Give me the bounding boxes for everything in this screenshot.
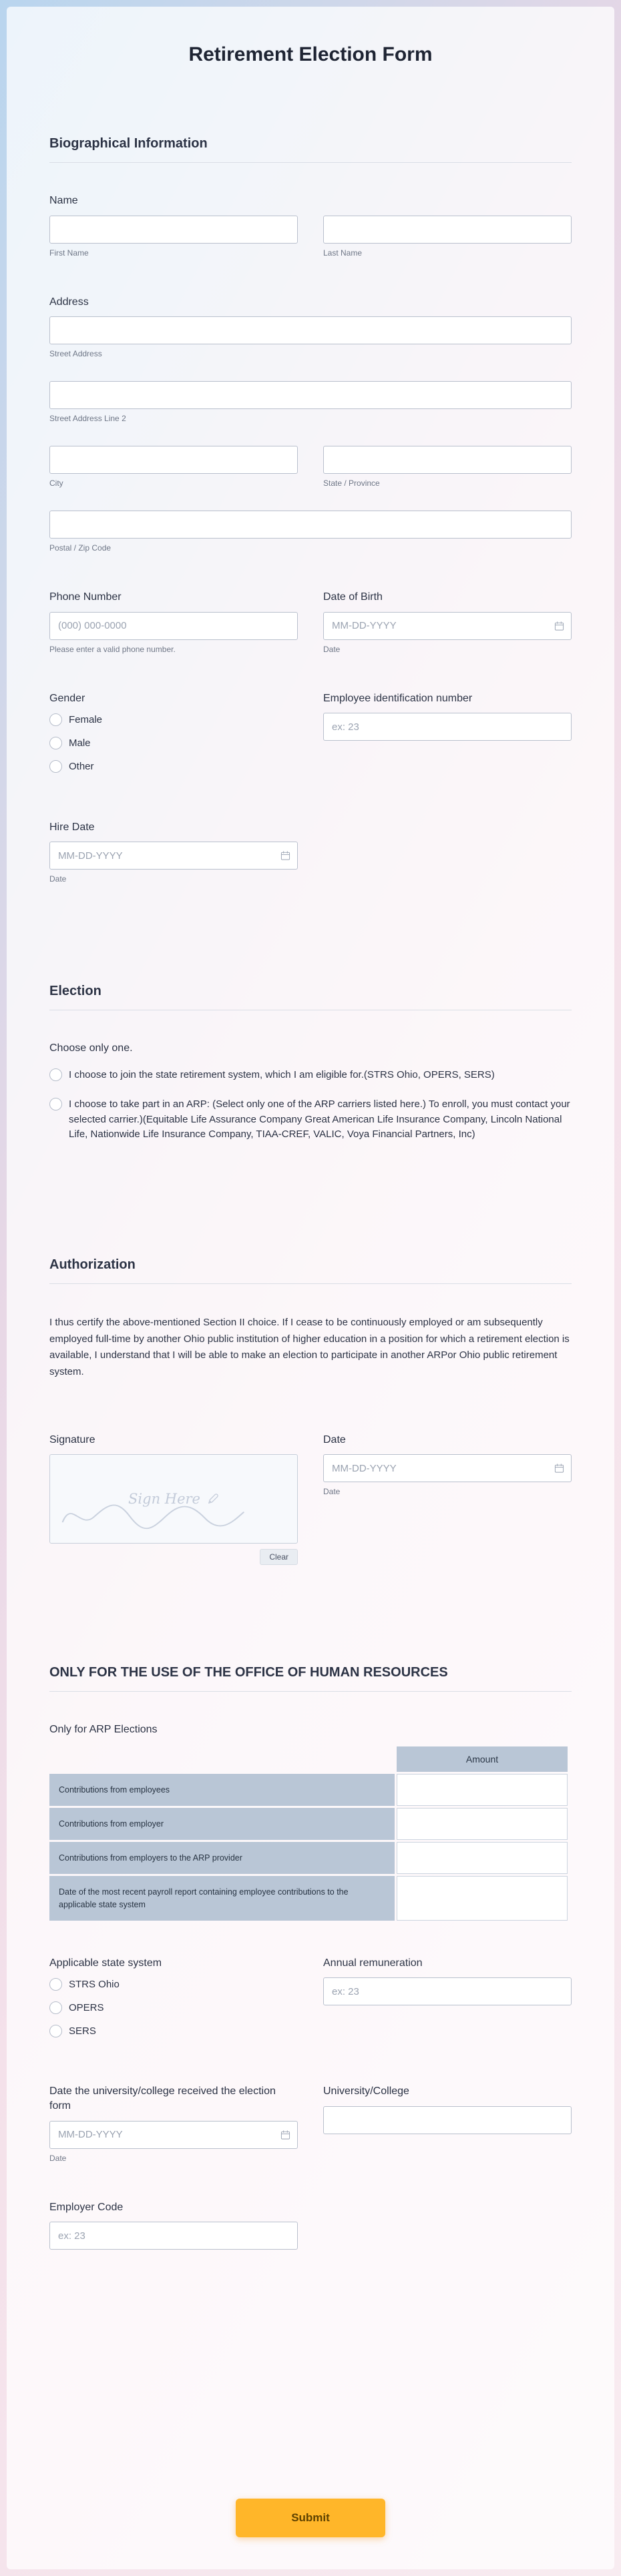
radio-icon: [49, 1978, 62, 1991]
section-heading-election: Election: [49, 984, 572, 1010]
postal-sublabel: Postal / Zip Code: [49, 543, 112, 553]
dob-sublabel: Date: [323, 644, 341, 654]
pen-icon: [206, 1493, 219, 1506]
city-input[interactable]: [49, 446, 298, 474]
hire-date-label: Hire Date: [49, 821, 95, 833]
state-system-label: Applicable state system: [49, 1957, 162, 1969]
amount-input[interactable]: [397, 1885, 567, 1912]
sign-here-hint: Sign Here: [128, 1491, 219, 1507]
employer-code-input[interactable]: [49, 2222, 298, 2250]
amount-cell[interactable]: [397, 1774, 568, 1806]
calendar-icon[interactable]: [280, 2130, 290, 2140]
row-phone-dob: [49, 590, 572, 654]
submit-button[interactable]: Submit: [236, 2499, 385, 2537]
radio-icon: [49, 760, 62, 773]
table-row-label: Contributions from employers to the ARP provider: [49, 1842, 395, 1874]
form-title: Retirement Election Form: [188, 43, 433, 65]
calendar-icon[interactable]: [280, 851, 290, 861]
election-label: Choose only one.: [49, 1042, 133, 1054]
field-hire-date: [49, 820, 298, 884]
name-label: Name: [49, 195, 78, 206]
field-address: [49, 295, 572, 553]
first-name-input[interactable]: [49, 216, 298, 244]
table-row: [49, 1876, 568, 1920]
election-option-state-system[interactable]: I choose to join the state retirement system, which I am eligible for.(STRS Ohio, OPERS, SERS): [49, 1068, 572, 1083]
hire-date-input[interactable]: [49, 842, 298, 870]
field-name: [49, 194, 572, 258]
calendar-icon[interactable]: [554, 621, 564, 631]
last-name-input[interactable]: [323, 216, 572, 244]
street-address-input[interactable]: [49, 316, 572, 344]
received-date-label: Date the university/college received the election form: [49, 2085, 276, 2112]
table-row: [49, 1842, 568, 1874]
phone-sublabel: Please enter a valid phone number.: [49, 644, 176, 654]
state-sublabel: State / Province: [323, 478, 380, 489]
street-address2-sublabel: Street Address Line 2: [49, 414, 126, 424]
row-gender-empid: [49, 691, 572, 783]
state-system-option-sers[interactable]: SERS: [49, 2024, 298, 2039]
signature-pad[interactable]: [49, 1454, 298, 1544]
section-authorization: [49, 1257, 572, 1566]
phone-input[interactable]: [49, 612, 298, 640]
received-date-input[interactable]: [49, 2121, 298, 2149]
calendar-icon[interactable]: [554, 1464, 564, 1474]
table-row-label: Date of the most recent payroll report containing employee contributions to the applicable state system: [49, 1876, 395, 1920]
row-statesystem-remuneration: [49, 1956, 572, 2047]
authorization-statement: I thus certify the above-mentioned Section II choice. If I cease to be continuously employed or am subsequently employed full-time by another Ohio public institution of higher education in a position for which a retirement election is available, I understand that I will be able to make an election to participate in another ARPor Ohio public retirement system.: [49, 1316, 570, 1378]
amount-input[interactable]: [397, 1845, 567, 1871]
gender-label: Gender: [49, 692, 85, 704]
arp-amount-table: [47, 1744, 570, 1923]
table-row: [49, 1808, 568, 1840]
state-system-option-strs[interactable]: STRS Ohio: [49, 1977, 298, 1992]
hire-date-sublabel: Date: [49, 874, 67, 884]
phone-label: Phone Number: [49, 591, 122, 603]
employer-code-label: Employer Code: [49, 2201, 124, 2213]
annual-remuneration-input[interactable]: [323, 1977, 572, 2005]
amount-cell[interactable]: [397, 1808, 568, 1840]
amount-cell[interactable]: [397, 1842, 568, 1874]
university-input[interactable]: [323, 2106, 572, 2134]
gender-option-other[interactable]: Other: [49, 759, 298, 774]
amount-input[interactable]: [397, 1811, 567, 1837]
signature-label: Signature: [49, 1433, 95, 1445]
section-heading-authorization: Authorization: [49, 1257, 572, 1284]
table-row: [49, 1774, 568, 1806]
radio-icon: [49, 737, 62, 749]
postal-input[interactable]: [49, 511, 572, 539]
radio-icon: [49, 1098, 62, 1110]
state-input[interactable]: [323, 446, 572, 474]
arp-elections-label: Only for ARP Elections: [49, 1724, 158, 1736]
signature-clear-button[interactable]: Clear: [260, 1549, 298, 1565]
auth-date-sublabel: Date: [323, 1487, 341, 1497]
section-biographical: [49, 136, 572, 884]
row-receiveddate-university: [49, 2084, 572, 2162]
section-election: [49, 984, 572, 1157]
radio-icon: [49, 713, 62, 726]
address-label: Address: [49, 296, 89, 308]
table-header-empty: [49, 1746, 395, 1772]
street-address-sublabel: Street Address: [49, 349, 102, 359]
form-card: [7, 7, 614, 2569]
table-row-label: Contributions from employer: [49, 1808, 395, 1840]
table-row-label: Contributions from employees: [49, 1774, 395, 1806]
state-system-option-opers[interactable]: OPERS: [49, 2001, 298, 2015]
radio-icon: [49, 2025, 62, 2037]
annual-remuneration-label: Annual remuneration: [323, 1957, 423, 1969]
employee-id-label: Employee identification number: [323, 692, 473, 704]
section-heading-biographical: Biographical Information: [49, 136, 572, 163]
election-option-arp[interactable]: I choose to take part in an ARP: (Select only one of the ARP carriers listed here.) To enroll, you must contact your selected carrier.)(Equitable Life Assurance Company Great American Life Insurance Company, Lincoln National Life, Nationwide Life Insurance Company, TIAA-CREF, VALIC, Voya Financial Partners, Inc): [49, 1097, 572, 1143]
auth-date-label: Date: [323, 1433, 346, 1445]
radio-icon: [49, 2001, 62, 2014]
dob-label: Date of Birth: [323, 591, 383, 603]
last-name-sublabel: Last Name: [323, 248, 363, 258]
first-name-sublabel: First Name: [49, 248, 89, 258]
dob-input[interactable]: [323, 612, 572, 640]
university-label: University/College: [323, 2085, 409, 2098]
street-address2-input[interactable]: [49, 381, 572, 409]
gender-option-female[interactable]: Female: [49, 713, 298, 727]
amount-input[interactable]: [397, 1777, 567, 1803]
city-sublabel: City: [49, 478, 63, 489]
section-hr-only: [49, 1665, 572, 2250]
field-employer-code: [49, 2200, 298, 2250]
section-heading-hr: ONLY FOR THE USE OF THE OFFICE OF HUMAN RESOURCES: [49, 1665, 572, 1692]
submit-area: [49, 2459, 572, 2537]
amount-cell[interactable]: [397, 1876, 568, 1920]
radio-icon: [49, 1068, 62, 1081]
employee-id-input[interactable]: [323, 713, 572, 741]
table-header-amount: Amount: [397, 1746, 568, 1772]
gender-option-male[interactable]: Male: [49, 736, 298, 751]
received-date-sublabel: Date: [49, 2153, 67, 2163]
auth-date-input[interactable]: [323, 1454, 572, 1482]
